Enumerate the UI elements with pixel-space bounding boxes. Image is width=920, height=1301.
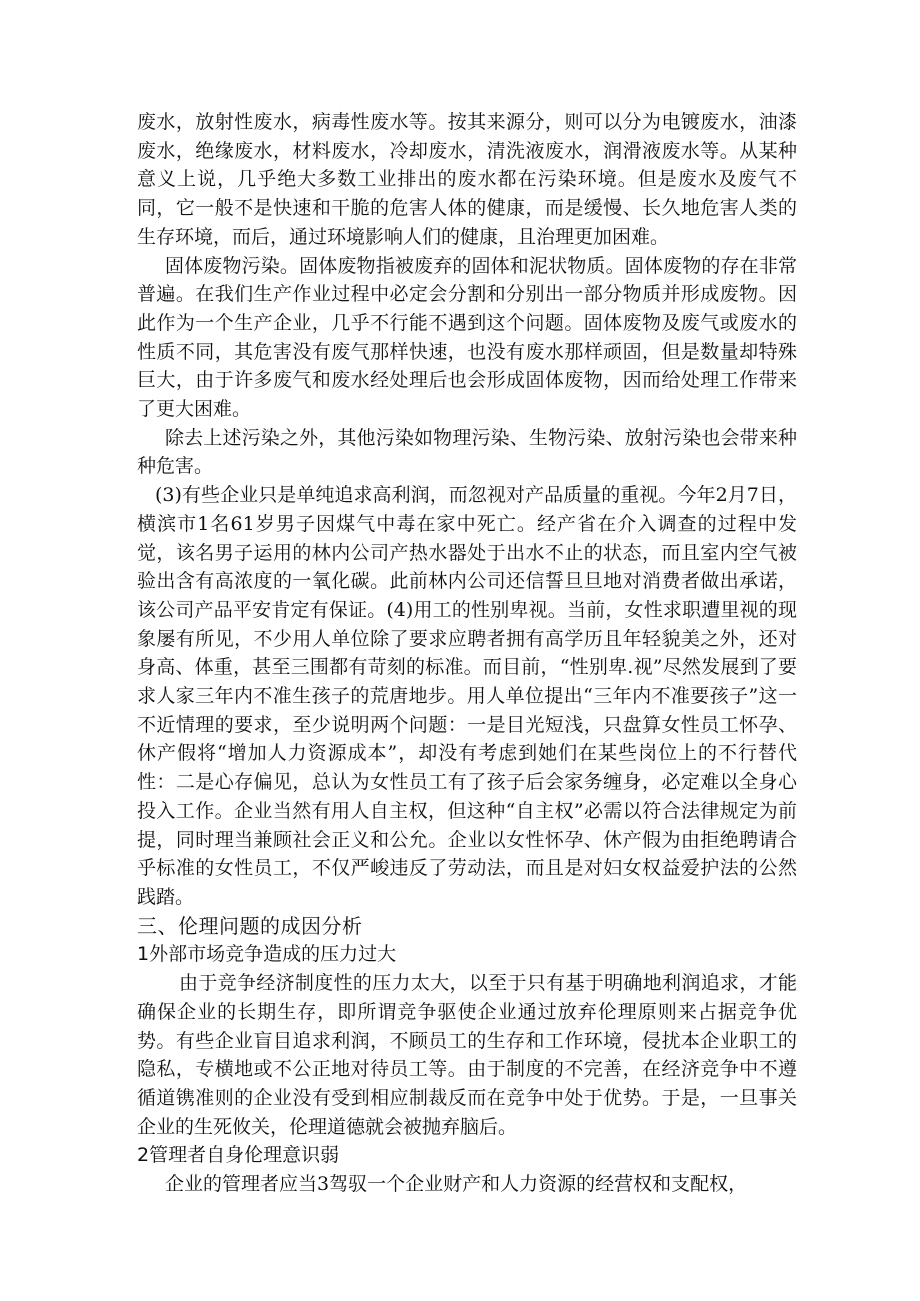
paragraph-manager-ethics: 企业的管理者应当3驾驭一个企业财产和人力资源的经营权和支配权，: [165, 1173, 748, 1196]
paragraph-wastewater: 废水，放射性废水，病毒性废水等。按其来源分，则可以分为电镀废水，油漆废水，绝缘废水，材料废水，冷却废水，清洗液废水，润滑液废水等。从某种意义上说，几乎绝大多数工业排出的废水都在污染环境。但是废水及废气不同，它一般不是快速和干脆的危害人体的健康，而是缓慢、长久地危害人类的生存环境，而后，通过环境影响人们的健康，且治理更加困难。: [137, 111, 797, 248]
paragraph-solid-waste: 固体废物污染。固体废物指被废弃的固体和泥状物质。固体废物的存在非常普遍。在我们生产作业过程中必定会分割和分别出一部分物质并形成废物。因此作为一个生产企业，几乎不行能不遇到这个问题。固体废物及废气或废水的性质不同，其危害没有废气那样快速，也没有废水那样顽固，但是数量却特殊巨大，由于许多废气和废水经处理后也会形成固体废物，因而给处理工作带来了更大困难。: [137, 254, 797, 421]
paragraph-other-pollution: 除去上述污染之外，其他污染如物理污染、生物污染、放射污染也会带来种种危害。: [137, 426, 797, 478]
section-heading: 三、伦理问题的成因分析: [137, 913, 363, 938]
subheading-1: 1外部市场竞争造成的压力过大: [137, 943, 397, 966]
paragraph-market-pressure: 由于竞争经济制度性的压力太大，以至于只有基于明确地利润追求，才能确保企业的长期生存，即所谓竞争驱使企业通过放弃伦理原则来占据竞争优势。有些企业盲目追求利润，不顾员工的生存和工作环境，侵扰本企业职工的隐私，专横地或不公正地对待员工等。由于制度的不完善，在经济竞争中不遵循道镌准则的企业没有受到相应制裁反而在竞争中处于优势。于是，一旦事关企业的生死攸关，伦理道德就会被抛弃脑后。: [137, 972, 797, 1138]
document-page: [137, 108, 797, 1199]
subheading-2: 2管理者自身伦理意识弱: [137, 1144, 340, 1167]
paragraph-quality-and-gender: (3)有些企业只是单纯追求高利润，而忽视对产品质量的重视。今年2月7日，横滨市1名61岁男子因煤气中毒在家中死亡。经产省在介入调查的过程中发觉，该名男子运用的林内公司产热水器处于出水不止的状态，而且室内空气被验出含有高浓度的一氧化碳。此前林内公司还信誓旦旦地对消费者做出承诺，该公司产品平安肯定有保证。(4)用工的性别卑视。当前，女性求职遭里视的现象屡有所见，不少用人单位除了要求应聘者拥有高学历且年轻貌美之外，还对身高、体重，甚至三围都有苛刻的标准。而目前，“性别卑.视”尽然发展到了要求人家三年内不准生孩子的荒唐地步。用人单位提出“三年内不准要孩子”这一不近情理的要求，至少说明两个问题：一是目光短浅，只盘算女性员工怀孕、休产假将“增加人力资源成本”，却没有考虑到她们在某些岗位上的不行替代性：二是心存偏见，总认为女性员工有了孩子后会家务缠身，必定难以全身心投入工作。企业当然有用人自主权，但这种“自主权”必需以符合法律规定为前提，同时理当兼顾社会正义和公允。企业以女性怀孕、休产假为由拒绝聘请合乎标准的女性员工，不仅严峻违反了劳动法，而且是对妇女权益爱护法的公然践踏。: [137, 484, 797, 908]
